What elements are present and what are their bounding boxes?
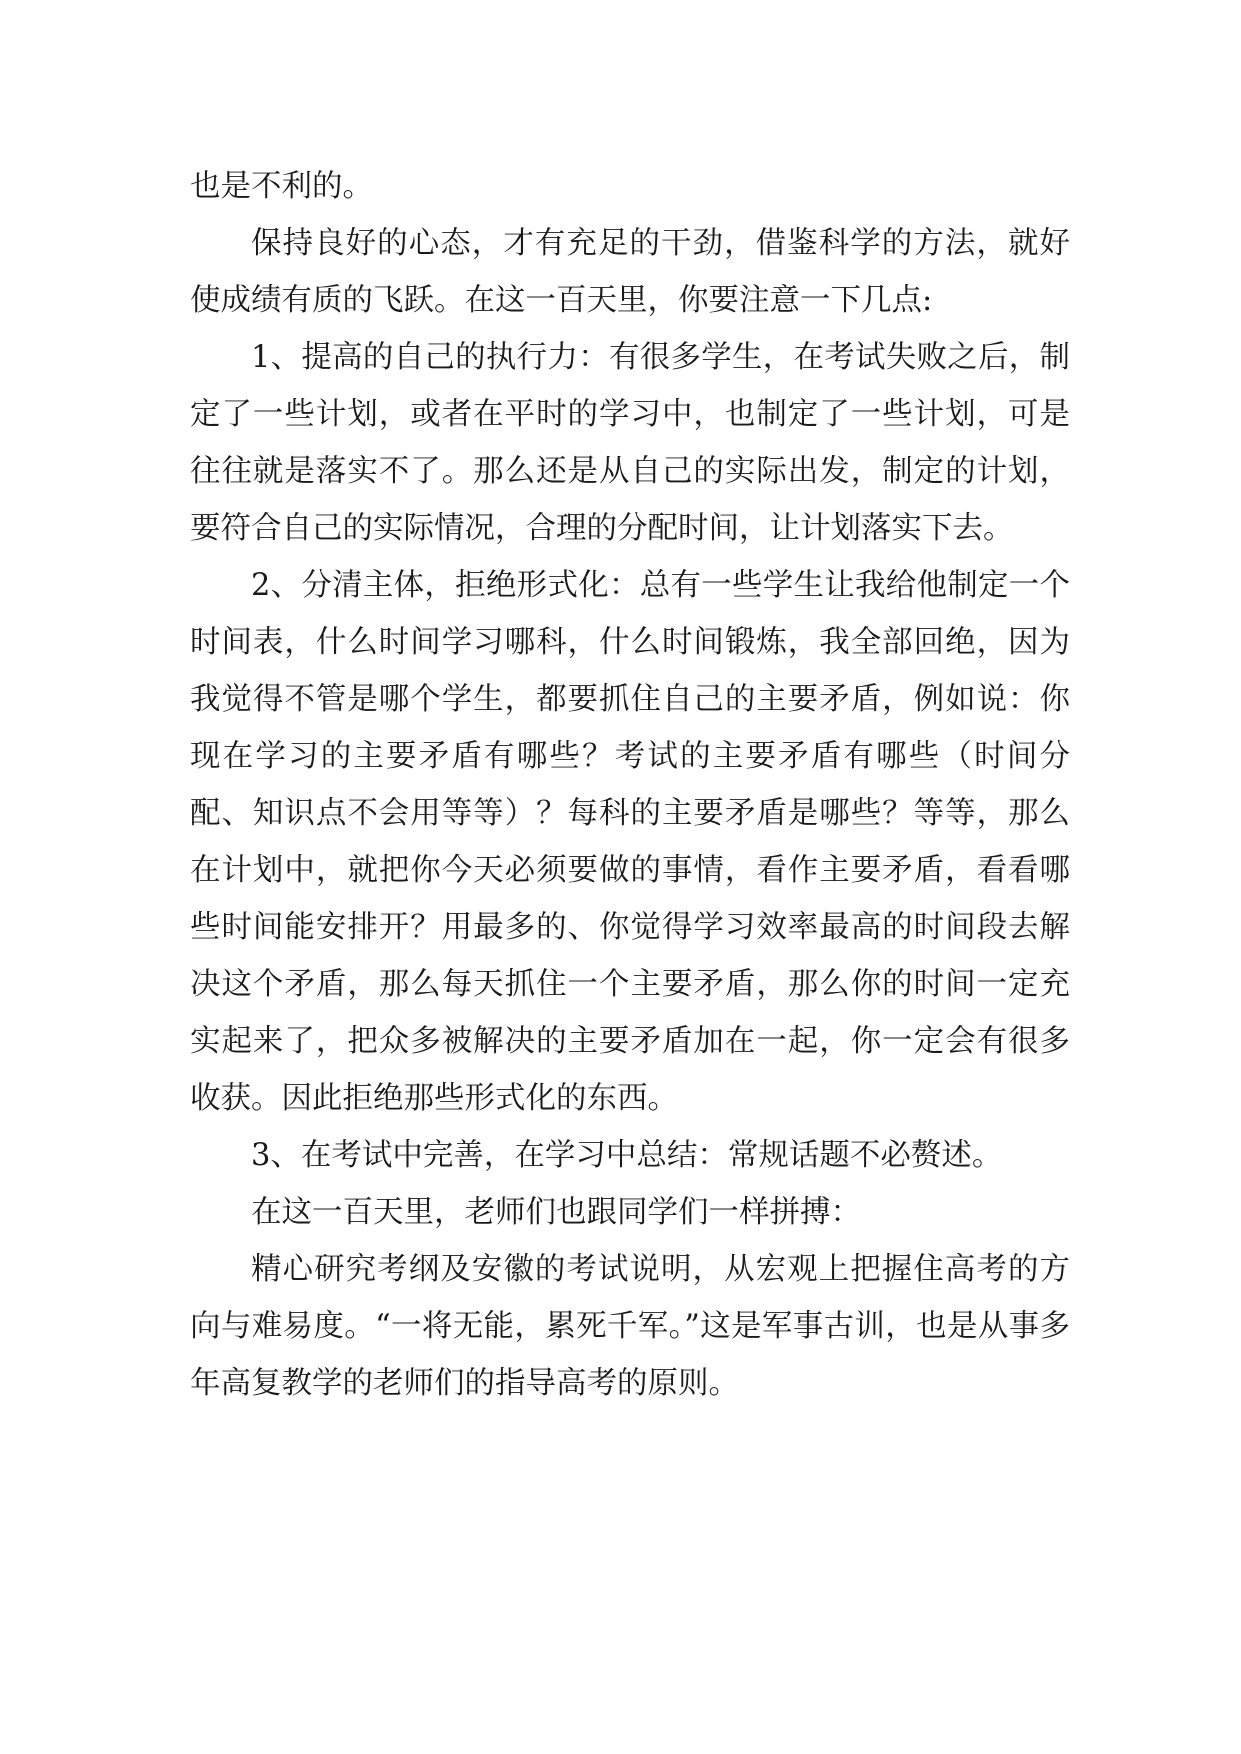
paragraph-point-3-exam-summary: 3、在考试中完善，在学习中总结：常规话题不必赘述。 bbox=[251, 1138, 1003, 1173]
paragraph-teachers-effort: 在这一百天里，老师们也跟同学们一样拼搏： bbox=[251, 1195, 861, 1230]
paragraph-continuation: 也是不利的。 bbox=[190, 169, 373, 204]
paragraph-exam-outline-study: 精心研究考纲及安徽的考试说明，从宏观上把握住高考的方向与难易度。“一将无能，累死千军。”这是军事古训，也是从事多年高复教学的老师们的指导高考的原则。 bbox=[190, 1252, 1070, 1401]
paragraph-point-1-execution: 1、提高的自己的执行力：有很多学生，在考试失败之后，制定了一些计划，或者在平时的学习中，也制定了一些计划，可是往往就是落实不了。那么还是从自己的实际出发，制定的计划，要符合自己的实际情况，合理的分配时间，让计划落实下去。 bbox=[190, 340, 1070, 546]
document-body bbox=[190, 158, 1070, 1412]
paragraph-mindset: 保持良好的心态，才有充足的干劲，借鉴科学的方法，就好使成绩有质的飞跃。在这一百天里，你要注意一下几点: bbox=[190, 226, 1070, 318]
paragraph-point-2-main-contradiction: 2、分清主体，拒绝形式化：总有一些学生让我给他制定一个时间表，什么时间学习哪科，什么时间锻炼，我全部回绝，因为我觉得不管是哪个学生，都要抓住自己的主要矛盾，例如说：你现在学习的主要矛盾有哪些？考试的主要矛盾有哪些（时间分配、知识点不会用等等）？每科的主要矛盾是哪些？等等，那么在计划中，就把你今天必须要做的事情，看作主要矛盾，看看哪些时间能安排开？用最多的、你觉得学习效率最高的时间段去解决这个矛盾，那么每天抓住一个主要矛盾，那么你的时间一定充实起来了，把众多被解决的主要矛盾加在一起，你一定会有很多收获。因此拒绝那些形式化的东西。 bbox=[190, 568, 1070, 1116]
